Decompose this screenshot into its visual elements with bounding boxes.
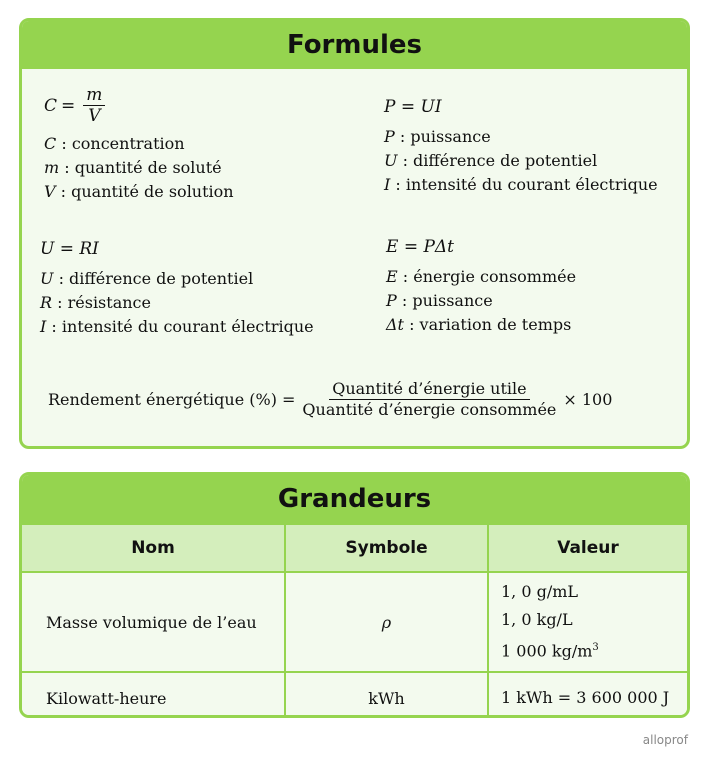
cell-nom: Kilowatt-heure: [22, 672, 285, 718]
rendement-lhs: Rendement énergétique (%) =: [48, 390, 296, 409]
grandeurs-table: [22, 523, 687, 718]
alloprof-logo: alloprof: [642, 733, 688, 747]
formules-title: Formules: [22, 21, 687, 69]
concentration-block: [44, 85, 234, 204]
definition-line: I : intensité du courant électrique: [384, 175, 658, 194]
fraction-denominator: Quantité d’énergie consommée: [302, 400, 557, 419]
ohm-block: [40, 237, 314, 339]
definition-line: P : puissance: [386, 291, 493, 310]
table-header-row: [22, 524, 687, 572]
rendement-formula: [48, 379, 612, 420]
definition-line: P : puissance: [384, 127, 491, 146]
definition-line: C : concentration: [44, 134, 185, 153]
header-nom: Nom: [22, 524, 285, 572]
concentration-formula: [44, 85, 234, 126]
definition-line: E : énergie consommée: [386, 267, 577, 286]
header-valeur: Valeur: [488, 524, 687, 572]
fraction-denominator: V: [88, 106, 101, 126]
puissance-block: [384, 95, 658, 197]
cell-valeur: 1, 0 g/mL 1, 0 kg/L 1 000 $kg/m^3$: [488, 572, 687, 672]
definition-line: V : quantité de solution: [44, 182, 234, 201]
formula-eq: =: [61, 95, 76, 116]
ohm-formula: U = RI: [40, 239, 99, 259]
grandeurs-title: Grandeurs: [22, 475, 687, 523]
table-row: [22, 672, 687, 718]
definition-line: R : résistance: [40, 293, 151, 312]
energie-formula: E = PΔt: [386, 237, 455, 257]
cell-symbole: ρ: [285, 572, 488, 672]
puissance-formula: P = UI: [384, 97, 442, 117]
cell-nom: Masse volumique de l’eau: [22, 572, 285, 672]
cell-valeur: 1 kWh = 3 600 000 J: [488, 672, 687, 718]
grandeurs-card: [19, 472, 690, 718]
definition-line: m : quantité de soluté: [44, 158, 222, 177]
concentration-fraction: [83, 85, 105, 126]
definition-line: U : différence de potentiel: [40, 269, 254, 288]
formules-card: [19, 18, 690, 449]
definition-line: I : intensité du courant électrique: [40, 317, 314, 336]
energie-block: [386, 235, 576, 337]
definition-line: U : différence de potentiel: [384, 151, 598, 170]
cell-symbole: kWh: [285, 672, 488, 718]
fraction-numerator: Quantité d’énergie utile: [329, 379, 529, 400]
table-row: [22, 572, 687, 672]
definition-line: Δt : variation de temps: [386, 315, 572, 334]
header-symbole: Symbole: [285, 524, 488, 572]
rendement-factor: × 100: [563, 390, 613, 409]
fraction-numerator: m: [83, 85, 105, 106]
formula-lhs: C: [44, 95, 58, 116]
rendement-fraction: [299, 379, 559, 420]
